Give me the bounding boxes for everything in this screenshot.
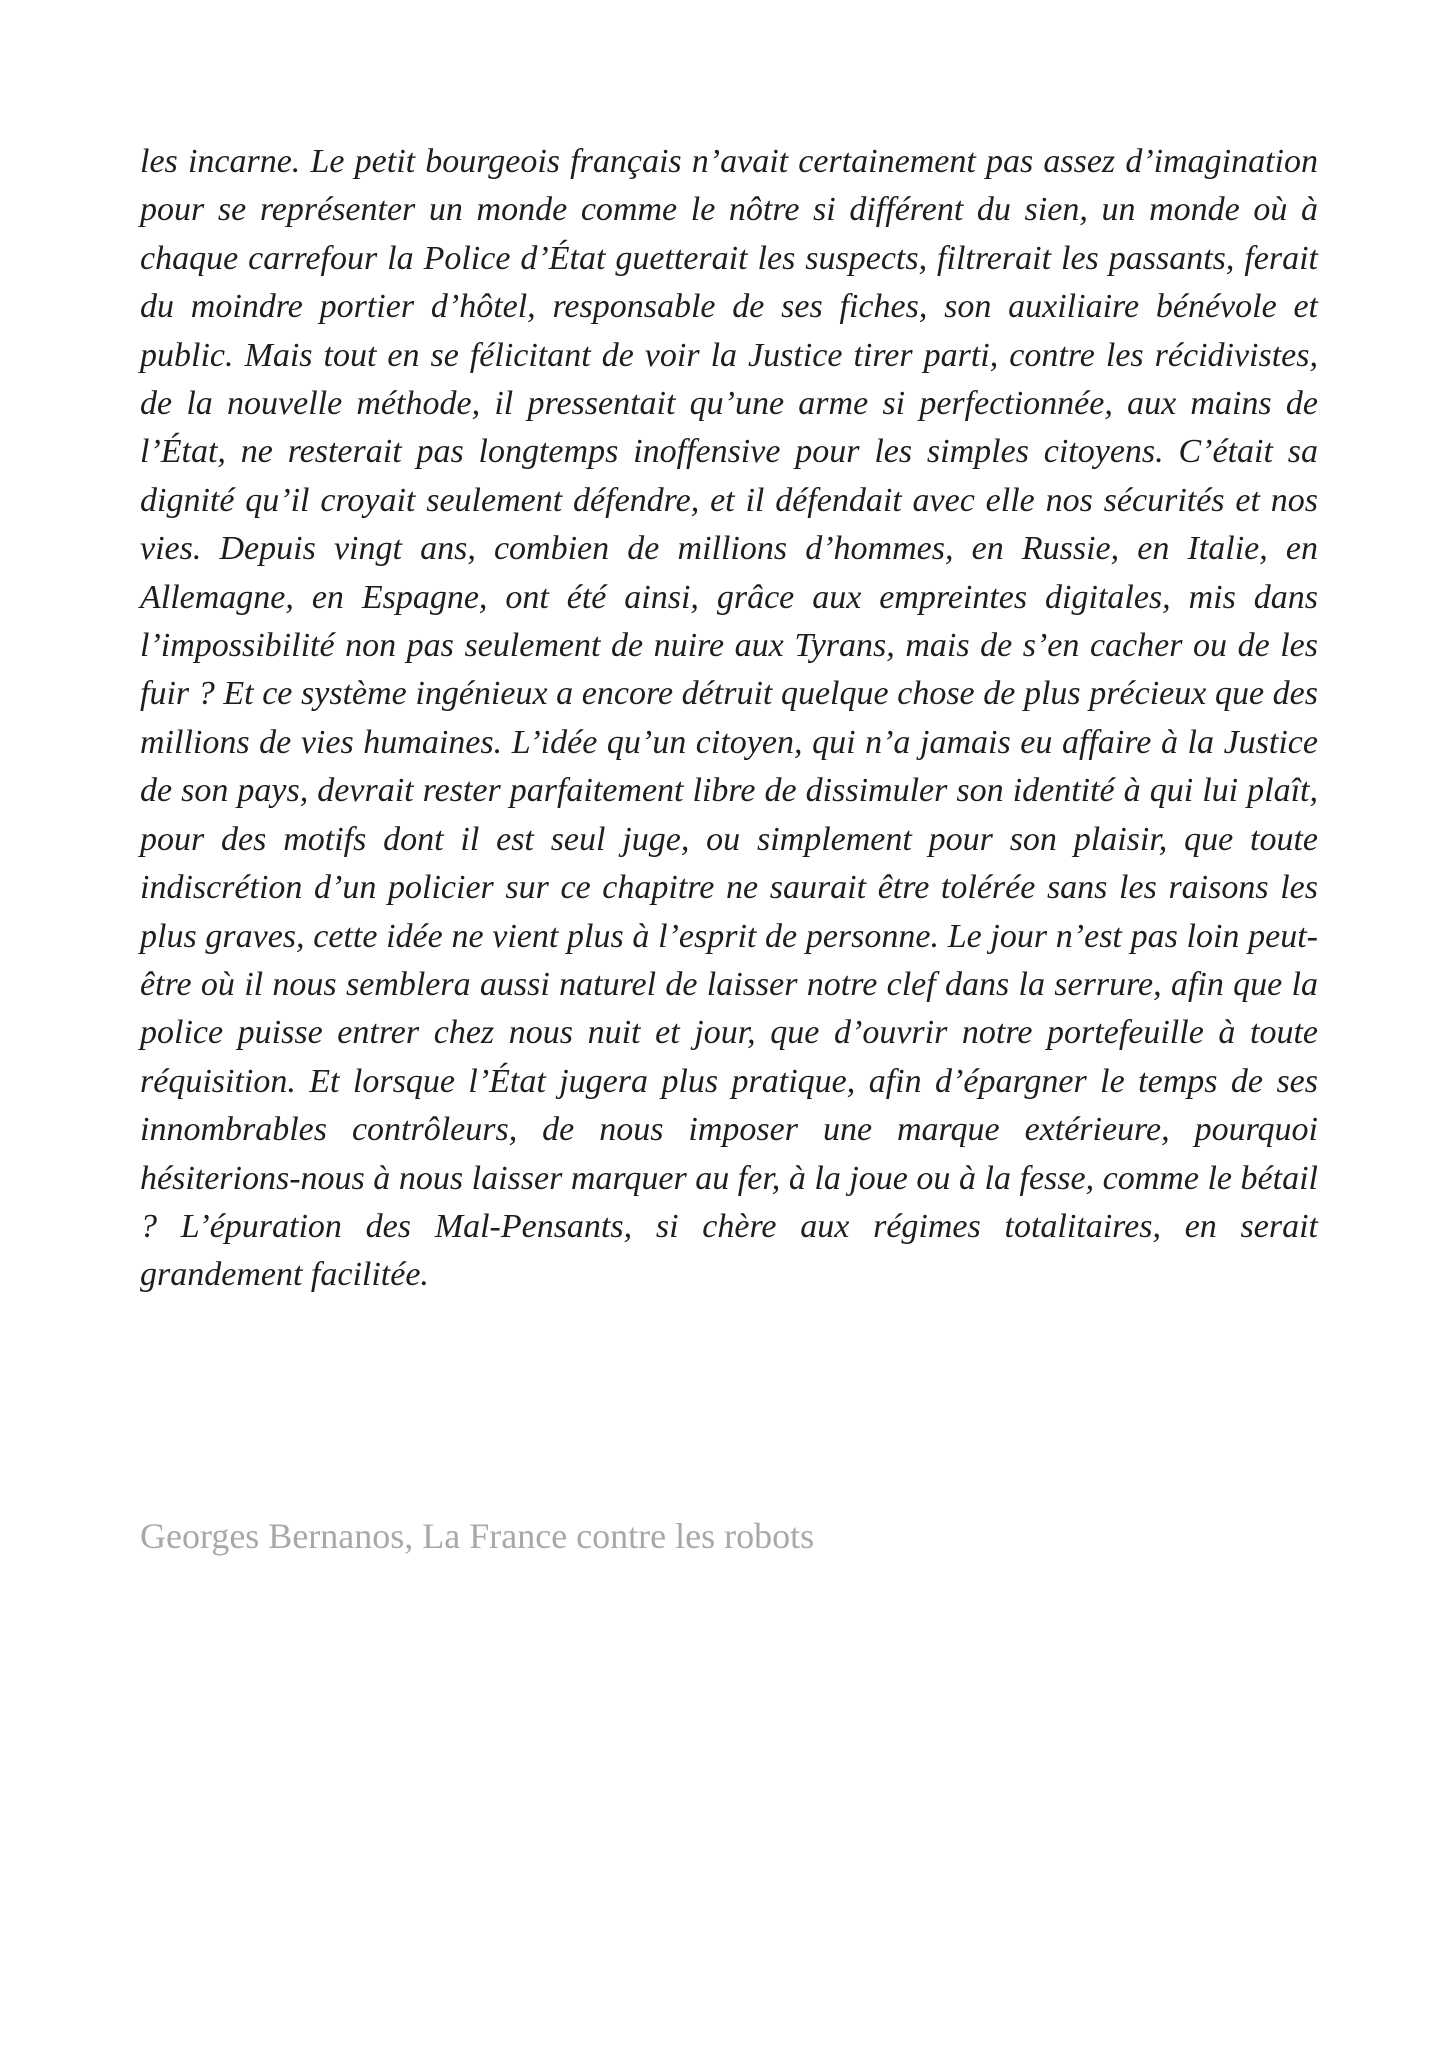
attribution-line: Georges Bernanos, La France contre les robots — [140, 1516, 815, 1556]
quoted-passage: les incarne. Le petit bourgeois français n’avait certainement pas assez d’imagination pour se représenter un monde comme le nôtre si différent du sien, un monde où à chaque carrefour la Police d’État guetterait les suspects, filtrerait les passants, ferait du moindre portier d’hôtel, responsable de ses fiches, son auxiliaire bénévole et public. Mais tout en se félicitant de voir la Justice tirer parti, contre les récidivistes, de la nouvelle méthode, il pressentait qu’une arme si perfectionnée, aux mains de l’État, ne resterait pas longtemps inoffensive pour les simples citoyens. C’était sa dignité qu’il croyait seulement défendre, et il défendait avec elle nos sécurités et nos vies. Depuis vingt ans, combien de millions d’hommes, en Russie, en Italie, en Allemagne, en Espagne, ont été ainsi, grâce aux empreintes digitales, mis dans l’impossibilité non pas seulement de nuire aux Tyrans, mais de s’en cacher ou de les fuir ? Et ce système ingénieux a encore détruit quelque chose de plus précieux que des millions de vies humaines. L’idée qu’un citoyen, qui n’a jamais eu affaire à la Justice de son pays, devrait rester parfaitement libre de dissimuler son identité à qui lui plaît, pour des motifs dont il est seul juge, ou simplement pour son plaisir, que toute indiscrétion d’un policier sur ce chapitre ne saurait être tolérée sans les raisons les plus graves, cette idée ne vient plus à l’esprit de personne. Le jour n’est pas loin peut-être où il nous semblera aussi naturel de laisser notre clef dans la serrure, afin que la police puisse entrer chez nous nuit et jour, que d’ouvrir notre portefeuille à toute réquisition. Et lorsque l’État jugera plus pratique, afin d’épargner le temps de ses innombrables contrôleurs, de nous imposer une marque extérieure, pourquoi hésiterions-nous à nous laisser marquer au fer, à la joue ou à la fesse, comme le bétail ? L’épuration des Mal-Pensants, si chère aux régimes totalitaires, en serait grandement facilitée. — [140, 143, 1318, 1294]
